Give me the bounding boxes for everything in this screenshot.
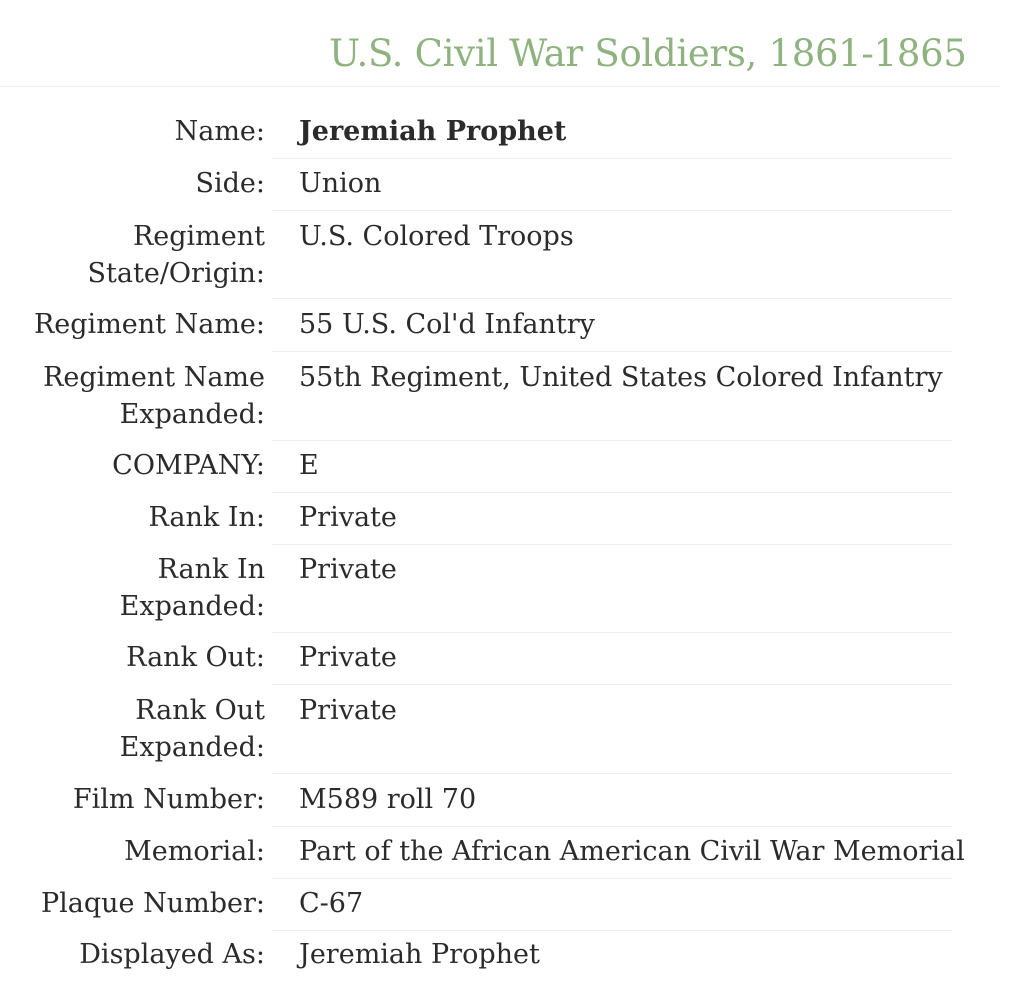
field-value-regiment-state-origin: U.S. Colored Troops bbox=[299, 221, 574, 252]
field-label-regiment-name: Regiment Name: bbox=[33, 309, 265, 340]
field-label-line: Expanded: bbox=[119, 399, 265, 430]
field-label-name: Name: bbox=[174, 116, 265, 147]
field-label-plaque-number: Plaque Number: bbox=[40, 888, 265, 919]
row-divider bbox=[272, 158, 952, 159]
field-label-line: State/Origin: bbox=[87, 258, 265, 289]
field-label-regiment-name-expanded bbox=[43, 359, 265, 433]
field-label-side: Side: bbox=[195, 168, 265, 199]
field-label-regiment-state-origin bbox=[88, 218, 265, 292]
row-divider bbox=[272, 826, 952, 827]
field-label-memorial: Memorial: bbox=[124, 836, 265, 867]
field-value-film-number: M589 roll 70 bbox=[299, 784, 477, 815]
field-value-regiment-name-expanded: 55th Regiment, United States Colored Infantry bbox=[299, 362, 943, 393]
field-label-rank-in: Rank In: bbox=[148, 502, 265, 533]
field-label-line: Expanded: bbox=[119, 591, 265, 622]
row-divider bbox=[272, 351, 952, 352]
field-label-line: Rank Out bbox=[135, 695, 265, 726]
field-value-side: Union bbox=[299, 168, 382, 199]
field-value-memorial: Part of the African American Civil War Memorial bbox=[299, 836, 965, 867]
row-divider bbox=[272, 210, 952, 211]
row-divider bbox=[272, 878, 952, 879]
field-value-company: E bbox=[299, 450, 319, 481]
field-label-line: Regiment bbox=[132, 221, 265, 252]
field-label-displayed-as: Displayed As: bbox=[79, 939, 265, 970]
field-label-company: COMPANY: bbox=[112, 450, 265, 481]
field-label-line: Expanded: bbox=[119, 732, 265, 763]
field-value-regiment-name: 55 U.S. Col'd Infantry bbox=[299, 309, 595, 340]
field-value-displayed-as: Jeremiah Prophet bbox=[299, 939, 540, 970]
row-divider bbox=[272, 684, 952, 685]
row-divider bbox=[272, 544, 952, 545]
field-label-rank-out: Rank Out: bbox=[126, 642, 265, 673]
field-label-film-number: Film Number: bbox=[72, 784, 265, 815]
row-divider bbox=[272, 492, 952, 493]
field-value-rank-out: Private bbox=[299, 642, 397, 673]
page-title: U.S. Civil War Soldiers, 1861-1865 bbox=[329, 32, 967, 75]
row-divider bbox=[272, 440, 952, 441]
field-label-line: Regiment Name bbox=[43, 362, 265, 393]
field-label-rank-out-expanded bbox=[120, 692, 265, 766]
field-value-name: Jeremiah Prophet bbox=[299, 116, 567, 147]
row-divider bbox=[272, 773, 952, 774]
row-divider bbox=[272, 930, 952, 931]
field-value-rank-in: Private bbox=[299, 502, 397, 533]
field-value-plaque-number: C-67 bbox=[299, 888, 364, 919]
row-divider bbox=[272, 298, 952, 299]
field-value-rank-out-expanded: Private bbox=[299, 695, 397, 726]
field-label-rank-in-expanded bbox=[120, 551, 265, 625]
field-label-line: Rank In bbox=[157, 554, 265, 585]
field-value-rank-in-expanded: Private bbox=[299, 554, 397, 585]
row-divider bbox=[272, 632, 952, 633]
